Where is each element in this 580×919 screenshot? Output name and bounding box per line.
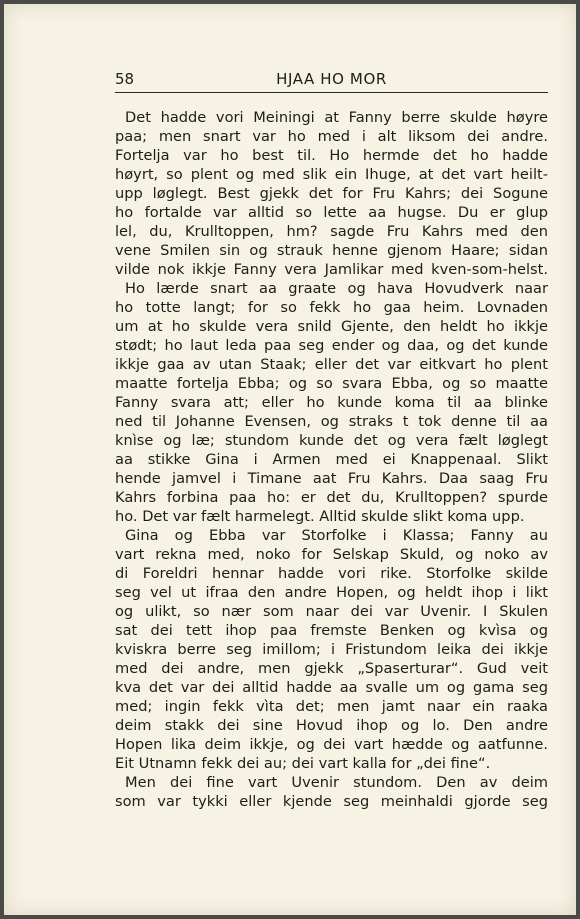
book-page [4, 4, 576, 915]
text-line: deim stakk dei sine Hovud ihop og lo. Den andre [115, 717, 548, 734]
text-line: Fanny svara att; eller ho kunde koma til aa blinke [115, 394, 548, 411]
page-number: 58 [115, 70, 135, 88]
text-line: knìse og læ; stundom kunde det og vera fælt løglegt [115, 432, 548, 449]
text-line: og ulikt, so nær som naar dei var Uvenir. I Skulen [115, 603, 548, 620]
text-line: ho fortalde var alltid so lette aa hugse. Du er glup [115, 204, 548, 221]
running-title: HJAA HO MOR [276, 70, 387, 88]
text-line: høyrt, so plent og med slik ein Ihuge, at det vart heilt- [115, 166, 548, 183]
text-line: hende jamvel i Timane aat Fru Kahrs. Daa saag Fru [115, 470, 548, 487]
text-line: med; ingin fekk vìta det; men jamt naar ein raaka [115, 698, 548, 715]
text-line: paa; men snart var ho med i alt liksom dei andre. [115, 128, 548, 145]
text-line: lel, du, Krulltoppen, hm? sagde Fru Kahrs med den [115, 223, 548, 240]
text-line: seg vel ut ifraa den andre Hopen, og heldt ihop i likt [115, 584, 548, 601]
text-line: vilde nok ikkje Fanny vera Jamlikar med kven-som-helst. [115, 261, 548, 278]
text-line: sat dei tett ihop paa fremste Benken og kvìsa og [115, 622, 548, 639]
running-head [115, 70, 548, 93]
text-line: stødt; ho laut leda paa seg ender og daa, og det kunde [115, 337, 548, 354]
text-line: Eit Utnamn fekk dei au; dei vart kalla for „dei fine“. [115, 755, 491, 772]
text-line: Ho lærde snart aa graate og hava Hovudverk naar [125, 280, 548, 297]
text-line: ned til Johanne Evensen, og straks t tok denne til aa [115, 413, 548, 430]
text-line: maatte fortelja Ebba; og so svara Ebba, og so maatte [115, 375, 548, 392]
text-line: um at ho skulde vera snild Gjente, den heldt ho ikkje [115, 318, 548, 335]
text-line: kviskra berre seg imillom; i Fristundom leika dei ikkje [115, 641, 548, 658]
text-line: kva det var dei alltid hadde aa svalle um og gama seg [115, 679, 548, 696]
text-line: Men dei fine vart Uvenir stundom. Den av deim [125, 774, 548, 791]
text-line: Det hadde vori Meiningi at Fanny berre skulde høyre [125, 109, 548, 126]
text-line: upp løglegt. Best gjekk det for Fru Kahrs; dei Sogune [115, 185, 548, 202]
text-line: Hopen lika deim ikkje, og dei vart hædde og aatfunne. [115, 736, 548, 753]
text-line: Fortelja var ho best til. Ho hermde det ho hadde [115, 147, 548, 164]
body-text [115, 108, 548, 811]
text-line: vene Smilen sin og strauk henne gjenom Haare; sidan [115, 242, 548, 259]
text-line: Kahrs forbina paa ho: er det du, Krulltoppen? spurde [115, 489, 548, 506]
text-line: ho totte langt; for so fekk ho gaa heim. Lovnaden [115, 299, 548, 316]
text-line: vart rekna med, noko for Selskap Skuld, og noko av [115, 546, 548, 563]
text-line: Gina og Ebba var Storfolke i Klassa; Fanny au [125, 527, 548, 544]
text-line: som var tykki eller kjende seg meinhaldi gjorde seg [115, 793, 548, 810]
text-line: ho. Det var fælt harmelegt. Alltid skulde slikt koma upp. [115, 508, 525, 525]
text-line: ikkje gaa av utan Staak; eller det var eitkvart ho plent [115, 356, 548, 373]
text-line: med dei andre, men gjekk „Spaserturar“. Gud veit [115, 660, 548, 677]
text-line: aa stikke Gina i Armen med ei Knappenaal. Slikt [115, 451, 548, 468]
text-line: di Foreldri hennar hadde vori rike. Storfolke skilde [115, 565, 548, 582]
